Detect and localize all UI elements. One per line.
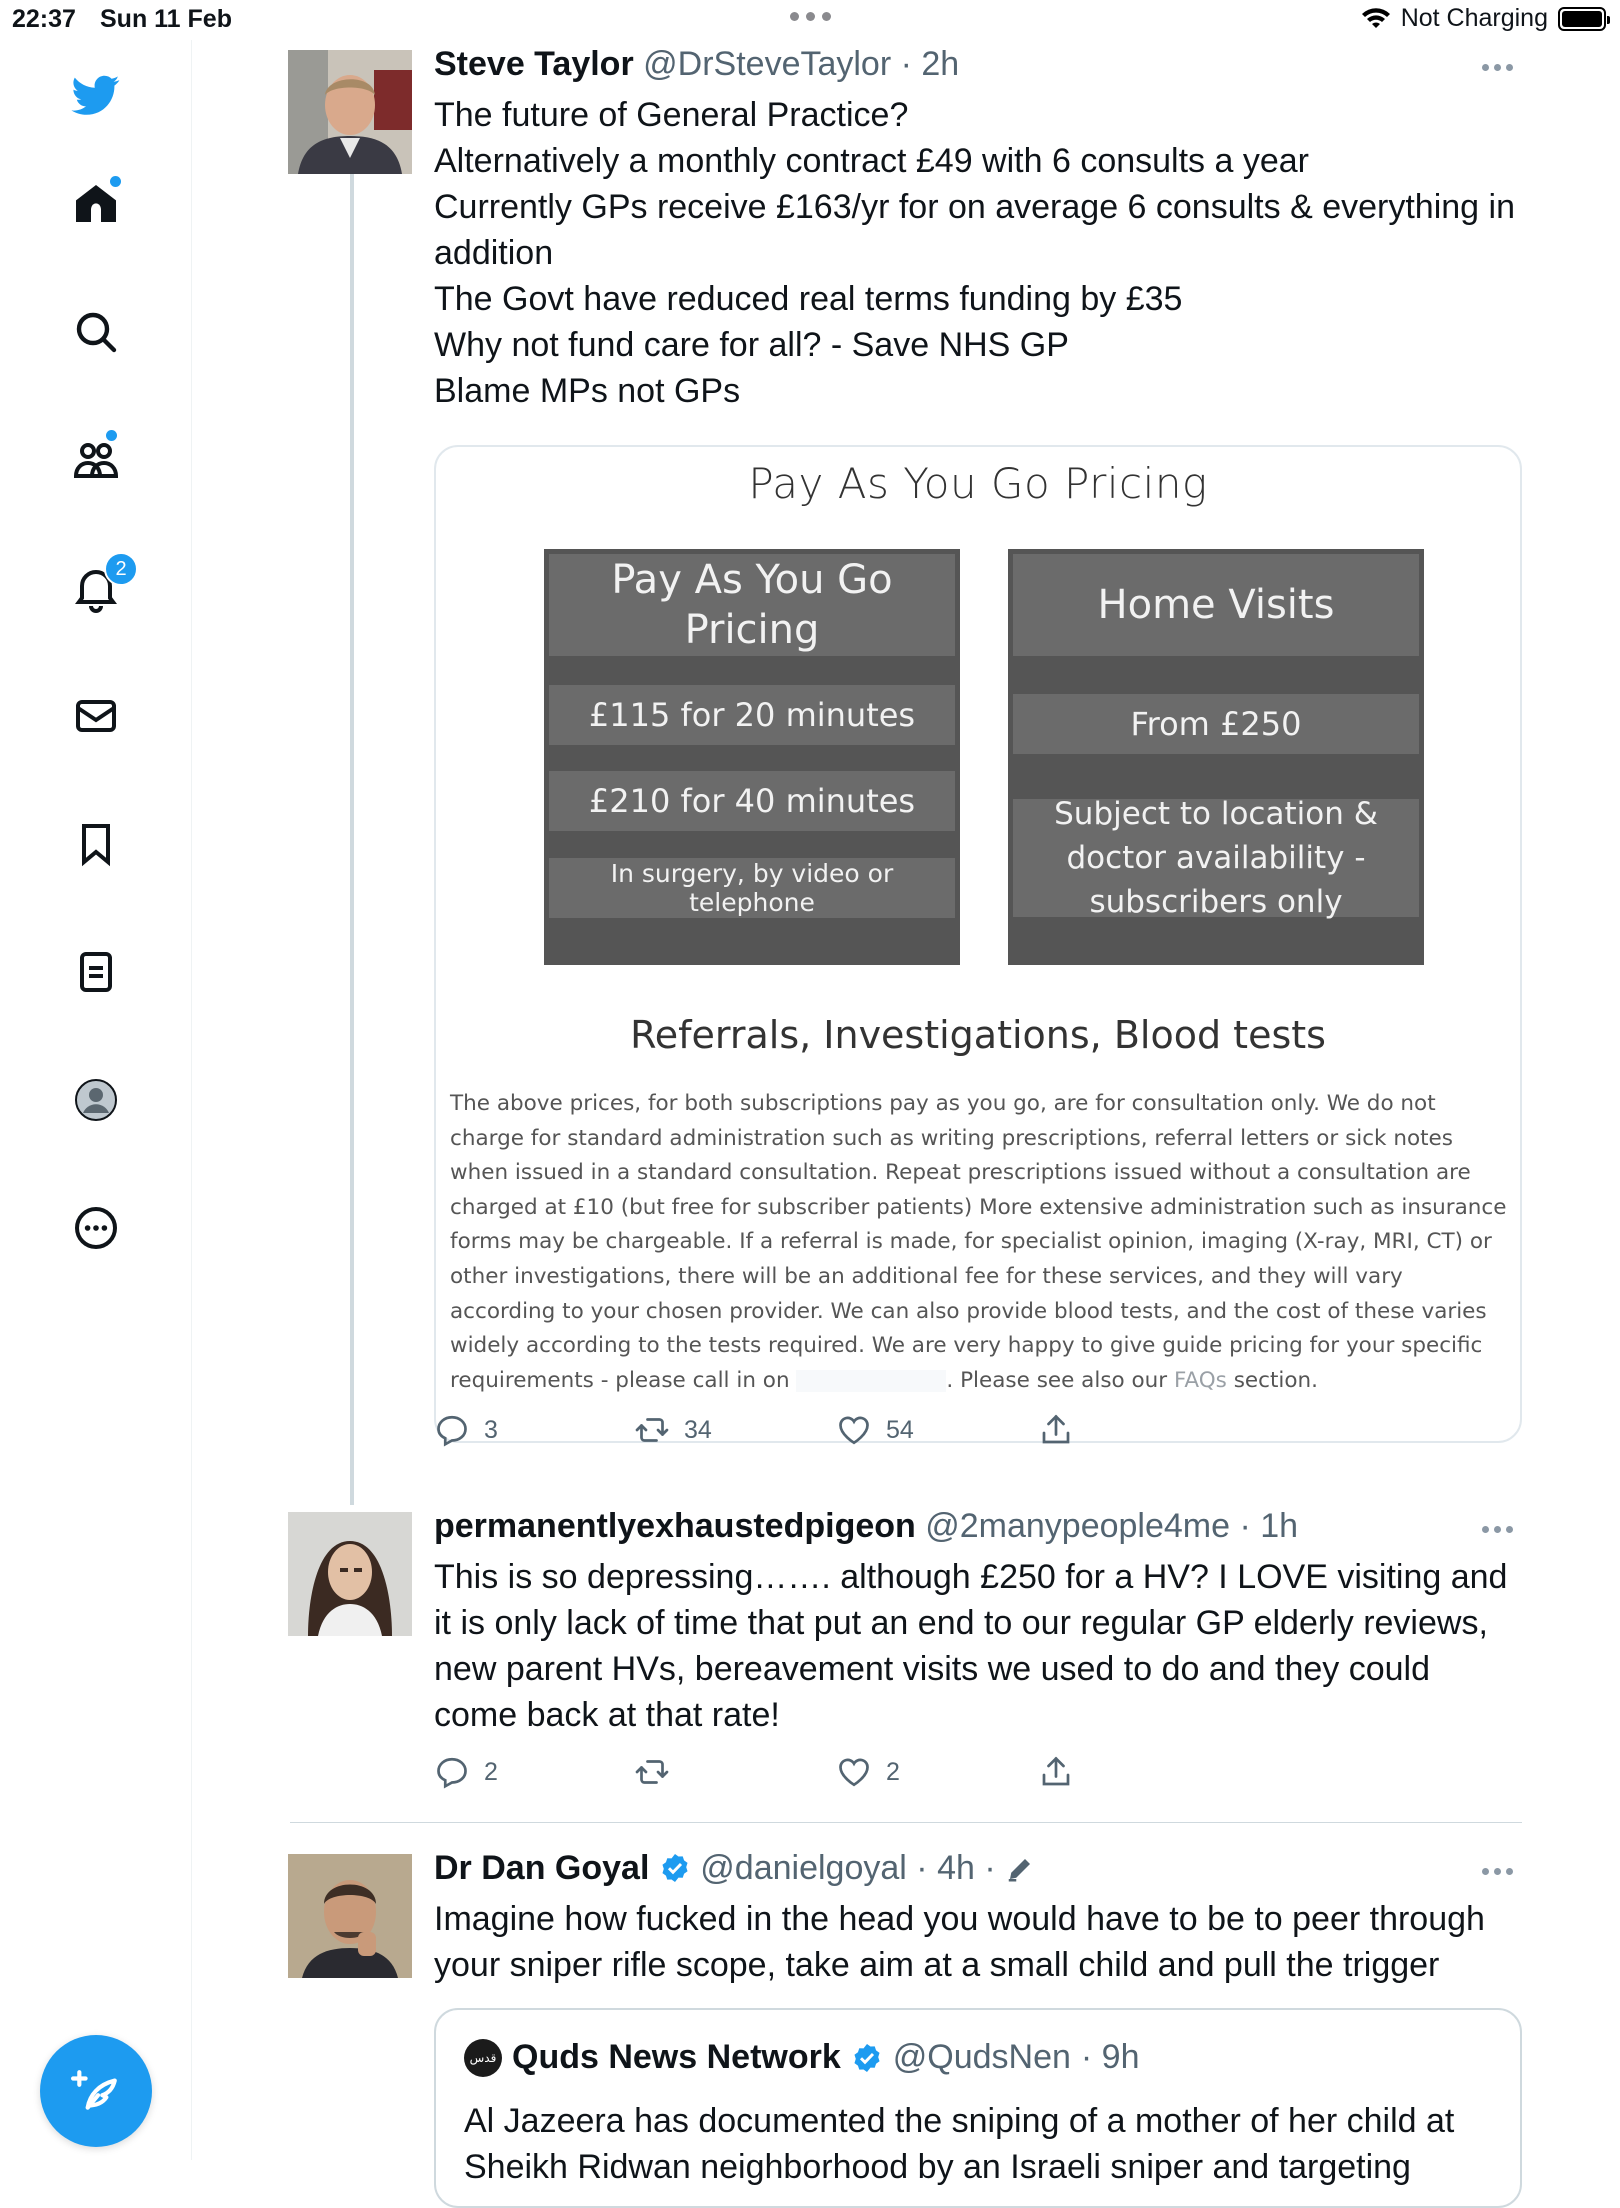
charging-status: Not Charging (1400, 4, 1548, 32)
tweet-dr-dan-goyal[interactable] (290, 1849, 1522, 2186)
price-20-minutes: £115 for 20 minutes (549, 685, 955, 745)
multitasking-dots[interactable] (790, 12, 831, 21)
status-right (1361, 4, 1606, 33)
like-count: 2 (886, 1757, 900, 1786)
search-icon[interactable] (66, 302, 126, 362)
status-time: 22:37 (12, 5, 76, 33)
reply-icon (434, 1412, 470, 1448)
reply-button[interactable] (434, 1754, 498, 1790)
tweet-separator (290, 1822, 1522, 1823)
tweet-line: The Govt have reduced real terms funding by £35 (434, 280, 1183, 318)
retweet-count: 34 (684, 1415, 712, 1444)
reply-count: 3 (484, 1415, 498, 1444)
quoted-tweet-time[interactable]: · 9h (1080, 2038, 1140, 2076)
compose-tweet-button[interactable] (40, 2035, 152, 2147)
tweet-actions (434, 1412, 1134, 1452)
avatar[interactable] (288, 50, 412, 174)
consult-modes: In surgery, by video or telephone (549, 858, 955, 918)
retweet-button[interactable] (634, 1754, 684, 1790)
like-button[interactable] (836, 1412, 914, 1448)
notifications-badge: 2 (104, 552, 138, 586)
pay-as-you-go-panel (544, 549, 960, 965)
verified-badge-icon (659, 1852, 691, 1884)
image-body-text: The above prices, for both subscriptions pay as you go, are for consultation only. We do not charge for standard administration such as writing prescriptions, referral letters or sick notes when issued in a standard consultation. Repeat prescriptions issued without a consultation are charged at £10 (but free for subscriber patients) More extensive administration such as insurance forms may be chargeable. If a referral is made, for specialist opinion, imaging (X-ray, MRI, CT) or other investigations, there will be an additional fee for these services, and they will vary according to your chosen provider. We can also provide blood tests, and the cost of these varies widely according to the tests required. We are very happy to give guide pricing for your specific requirements - please call in on . Please see also our FAQs section. (450, 1091, 1507, 1393)
tweet-line: Alternatively a monthly contract £49 with 6 consults a year (434, 142, 1309, 180)
author-name[interactable]: Steve Taylor (434, 45, 634, 83)
redacted-phone (796, 1370, 946, 1392)
author-handle[interactable]: @DrSteveTaylor (643, 45, 892, 83)
sidebar (0, 40, 192, 2160)
tweet-permanentlyexhaustedpigeon[interactable] (290, 1507, 1522, 1792)
compose-feather-icon (71, 2066, 121, 2116)
retweet-button[interactable] (634, 1412, 712, 1448)
tweet-line: Blame MPs not GPs (434, 372, 741, 410)
retweet-icon (634, 1412, 670, 1448)
quoted-tweet[interactable] (434, 2008, 1522, 2208)
profile-icon[interactable] (66, 1070, 126, 1130)
tweet-steve-taylor[interactable] (290, 45, 1522, 1470)
avatar[interactable] (288, 1854, 412, 1978)
tweet-header (434, 1849, 1035, 1888)
tweet-actions (434, 1754, 1134, 1794)
share-button[interactable] (1038, 1754, 1074, 1790)
tweet-time[interactable]: · 4h · (916, 1849, 996, 1887)
quoted-avatar[interactable]: قدس (464, 2039, 502, 2077)
tweet-header (434, 1507, 1298, 1546)
status-bar (0, 0, 1620, 40)
tweet-text: This is so depressing……. although £250 for a HV? I LOVE visiting and it is only lack of time that put an end to our regular GP elderly reviews, new parent HVs, bereavement visits we used to do and they could come back at that rate! (434, 1558, 1508, 1734)
author-handle[interactable]: @danielgoyal (700, 1849, 907, 1887)
home-visits-panel (1008, 549, 1424, 965)
more-options-icon[interactable] (66, 1198, 126, 1258)
share-icon (1038, 1754, 1074, 1790)
tweet-line: The future of General Practice? (434, 96, 909, 134)
heart-icon (836, 1754, 872, 1790)
wifi-icon (1361, 7, 1391, 31)
tweet-header (434, 45, 959, 84)
reply-icon (434, 1754, 470, 1790)
faq-link: FAQs (1174, 1367, 1227, 1393)
messages-icon[interactable] (66, 686, 126, 746)
status-date: Sun 11 Feb (100, 5, 232, 33)
quoted-author-handle[interactable]: @QudsNen (892, 2038, 1071, 2076)
quoted-author-name[interactable]: Quds News Network (512, 2038, 841, 2076)
image-subtitle: Referrals, Investigations, Blood tests (630, 1013, 1326, 1057)
edited-pencil-icon[interactable] (1005, 1854, 1035, 1884)
lists-icon[interactable] (66, 942, 126, 1002)
panel-heading: Pay As You Go Pricing (549, 554, 955, 656)
author-handle[interactable]: @2manypeople4me (925, 1507, 1231, 1545)
panel-heading: Home Visits (1013, 554, 1419, 656)
quoted-tweet-header (464, 2038, 1140, 2077)
more-options-icon[interactable] (1482, 1526, 1522, 1533)
home-icon[interactable] (66, 174, 126, 234)
avatar[interactable] (288, 1512, 412, 1636)
price-40-minutes: £210 for 40 minutes (549, 771, 955, 831)
share-icon (1038, 1412, 1074, 1448)
tweet-line: Currently GPs receive £163/yr for on average 6 consults & everything in addition (434, 188, 1515, 272)
verified-badge-icon (851, 2042, 883, 2074)
tweet-text: Imagine how fucked in the head you would have to be to peer through your sniper rifle scope, take aim at a small child and pull the trigger (434, 1900, 1485, 1984)
author-name[interactable]: permanentlyexhaustedpigeon (434, 1507, 916, 1545)
like-count: 54 (886, 1415, 914, 1444)
home-visit-price: From £250 (1013, 694, 1419, 754)
bookmarks-icon[interactable] (66, 814, 126, 874)
author-name[interactable]: Dr Dan Goyal (434, 1849, 650, 1887)
tweet-time[interactable]: · 2h (900, 45, 960, 83)
notifications-icon[interactable] (66, 558, 126, 618)
reply-count: 2 (484, 1757, 498, 1786)
tweet-line: Why not fund care for all? - Save NHS GP (434, 326, 1069, 364)
retweet-icon (634, 1754, 670, 1790)
reply-button[interactable] (434, 1412, 498, 1448)
image-title: Pay As You Go Pricing (748, 459, 1208, 508)
more-options-icon[interactable] (1482, 1868, 1522, 1875)
communities-icon[interactable] (66, 430, 126, 490)
heart-icon (836, 1412, 872, 1448)
share-button[interactable] (1038, 1412, 1074, 1448)
like-button[interactable] (836, 1754, 900, 1790)
quoted-tweet-text: Al Jazeera has documented the sniping of a mother of her child at Sheikh Ridwan neighborhood by an Israeli sniper and targeting (464, 2102, 1455, 2186)
tweet-text (434, 92, 1522, 414)
tweet-time[interactable]: · 1h (1239, 1507, 1299, 1545)
more-options-icon[interactable] (1482, 64, 1522, 71)
twitter-logo-icon[interactable] (66, 65, 126, 125)
home-visit-conditions: Subject to location & doctor availability - subscribers only (1013, 799, 1419, 917)
tweet-image[interactable] (434, 445, 1522, 1443)
battery-icon (1558, 7, 1606, 31)
